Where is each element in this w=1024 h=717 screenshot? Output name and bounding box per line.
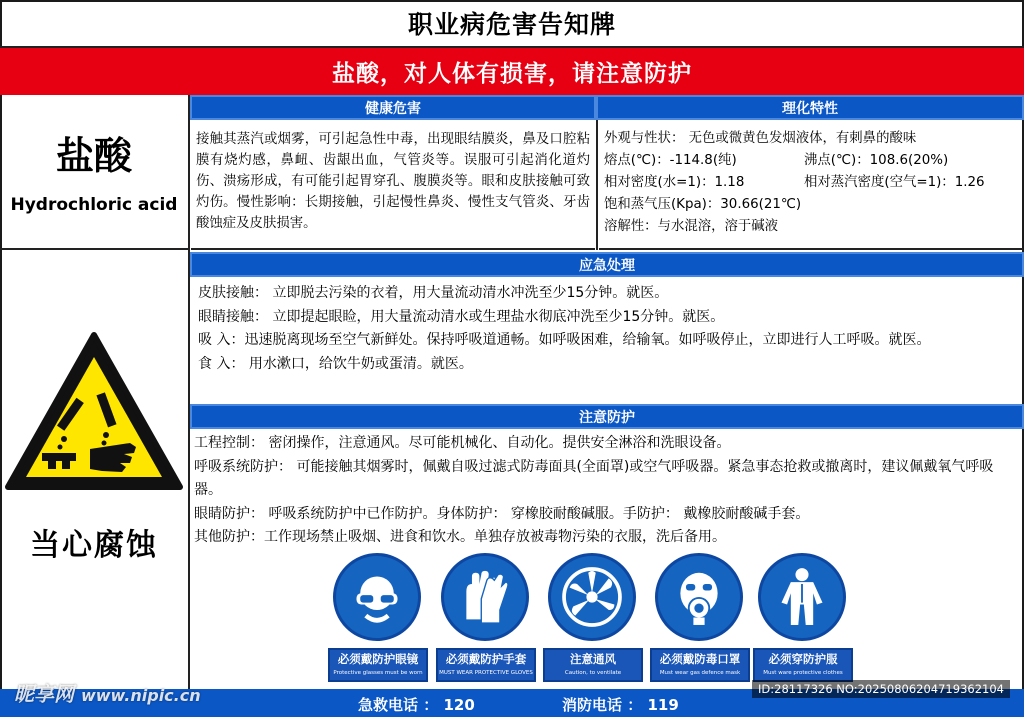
- goggles-icon: [333, 553, 421, 641]
- page-title: 职业病危害告知牌: [0, 0, 1024, 48]
- fire-phone: 消防电话 ： 119: [562, 696, 679, 714]
- emergency-header: 应急处理: [190, 252, 1024, 277]
- gloves-icon: [441, 553, 529, 641]
- protection-item-other: 其他防护：工作现场禁止吸烟、进食和饮水。单独存放被毒物污染的衣服，洗后备用。: [194, 529, 726, 545]
- emergency-item-eyes: 眼睛接触： 立即提起眼睑，用大量流动清水或生理盐水彻底冲洗至少15分钟。就医。: [198, 308, 725, 325]
- watermark-logo: 昵享网 www.nipic.cn: [14, 682, 201, 706]
- hazard-caption: 当心腐蚀: [30, 528, 158, 563]
- sign-label: 必须穿防护服 Must ware protective clothes: [753, 648, 853, 682]
- property-vapor-pressure: 饱和蒸气压(Kpa)：30.66(21℃): [604, 197, 802, 212]
- first-aid-phone: 急救电话 ： 120: [358, 696, 475, 714]
- protective-clothing-icon: [758, 553, 846, 641]
- property-solubility: 溶解性：与水混溶，溶于碱液: [604, 219, 779, 234]
- emergency-item-ingestion: 食 入： 用水漱口，给饮牛奶或蛋清。就医。: [198, 355, 473, 372]
- sign-goggles: [328, 553, 428, 683]
- protection-item-respiratory: 呼吸系统防护： 可能接触其烟雾时，佩戴自吸过滤式防毒面具(全面罩)或空气呼吸器。紧急事态抢救或撤离时，建议佩戴氧气呼吸器。: [194, 458, 994, 498]
- properties-header: 理化特性: [596, 95, 1024, 120]
- protection-list: [194, 432, 1020, 550]
- property-boiling-point: 沸点(℃)：108.6(20%): [804, 153, 949, 168]
- corrosion-warning-icon: [2, 327, 186, 497]
- substance-name-zh: 盐酸: [55, 134, 132, 178]
- sign-protective-clothing: [753, 553, 853, 683]
- sign-label: 必须戴防毒口罩 Must wear gas defence mask: [650, 648, 750, 682]
- sign-ventilation: [543, 553, 643, 683]
- protection-item-eyes-body-hands: 眼睛防护： 呼吸系统防护中已作防护。身体防护： 穿橡胶耐酸碱服。手防护： 戴橡胶耐酸碱手套。: [194, 505, 810, 522]
- column-divider: [596, 120, 598, 250]
- sign-gloves: [436, 553, 536, 683]
- warning-banner: 盐酸，对人体有损害，请注意防护: [0, 48, 1024, 95]
- property-vapor-density: 相对蒸汽密度(空气=1)：1.26: [804, 175, 985, 190]
- emergency-item-skin: 皮肤接触： 立即脱去污染的衣着，用大量流动清水冲洗至少15分钟。就医。: [198, 285, 669, 301]
- property-row: [604, 172, 1018, 194]
- watermark-id: ID:28117326 NO:20250806204719362104: [752, 680, 1010, 698]
- health-hazard-header: 健康危害: [190, 95, 596, 120]
- property-appearance: 外观与性状： 无色或微黄色发烟液体，有刺鼻的酸味: [604, 131, 917, 146]
- property-melting-point: 熔点(℃)：-114.8(纯): [604, 153, 737, 168]
- property-row: [604, 150, 1018, 172]
- left-column: [0, 95, 190, 695]
- substance-name-cell: [0, 95, 188, 250]
- sign-label: 注意通风 Caution, to ventilate: [543, 648, 643, 682]
- substance-name-en: Hydrochloric acid: [10, 195, 178, 215]
- mandatory-signs-row: [328, 553, 853, 683]
- sign-label: 必须戴防护眼镜 Protective glasses must be worn: [328, 648, 428, 682]
- property-density: 相对密度(水=1)：1.18: [604, 175, 745, 190]
- protection-header: 注意防护: [190, 404, 1024, 429]
- protection-item-engineering: 工程控制： 密闭操作，注意通风。尽可能机械化、自动化。提供安全淋浴和洗眼设备。: [194, 435, 731, 451]
- ventilation-fan-icon: [548, 553, 636, 641]
- gas-mask-icon: [655, 553, 743, 641]
- sign-label: 必须戴防护手套 MUST WEAR PROTECTIVE GLOVES: [436, 648, 536, 682]
- sign-gas-mask: [650, 553, 750, 683]
- properties-body: [599, 124, 1023, 250]
- emergency-item-inhalation: 吸 入：迅速脱离现场至空气新鲜处。保持呼吸道通畅。如呼吸困难，给输氧。如呼吸停止，立即进行人工呼吸。就医。: [198, 332, 931, 348]
- emergency-list: [198, 282, 1016, 376]
- health-hazard-text: 接触其蒸汽或烟雾，可引起急性中毒，出现眼结膜炎，鼻及口腔粘膜有烧灼感，鼻衄、齿龈出血，气管炎等。误服可引起消化道灼伤、溃疡形成，有可能引起胃穿孔、腹膜炎等。眼和皮肤接触可致灼伤。慢性影响：长期接触，引起慢性鼻炎、慢性支气管炎、牙齿酸蚀症及皮肤损害。: [191, 124, 595, 250]
